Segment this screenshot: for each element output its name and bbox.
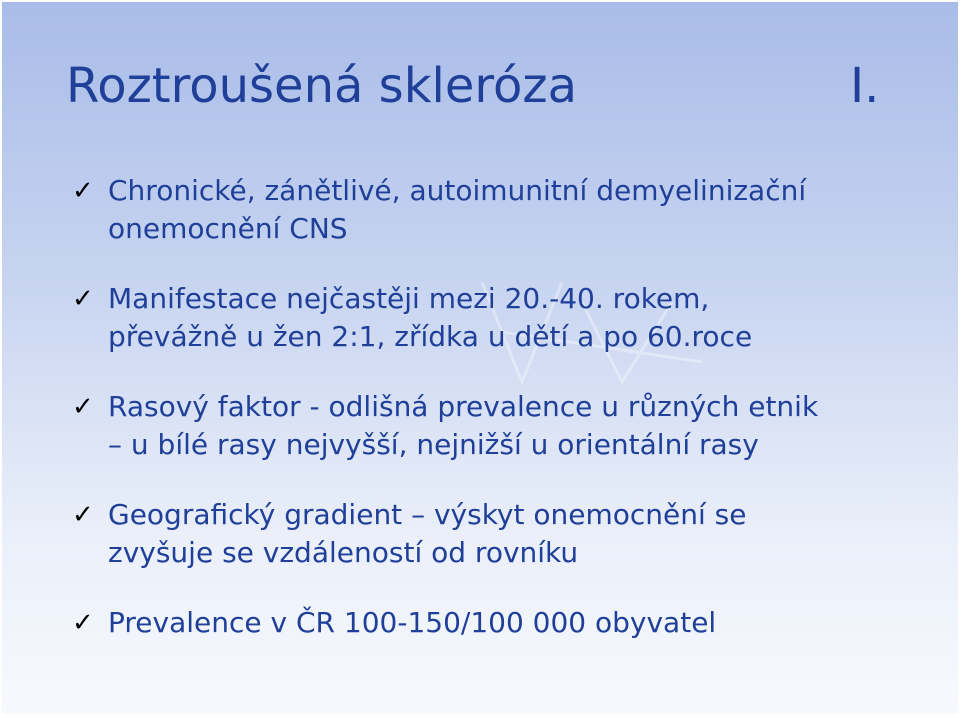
- bullet-line: Chronické, zánětlivé, autoimunitní demyelinizační: [108, 174, 807, 207]
- bullet-line: Geografický gradient – výskyt onemocnění se: [108, 498, 747, 531]
- bullet-item: [64, 388, 944, 464]
- bullet-line: převážně u žen 2:1, zřídka u dětí a po 60.roce: [108, 320, 753, 353]
- slide-title: [66, 54, 926, 124]
- checkmark-icon: ✓: [72, 608, 94, 638]
- checkmark-icon: ✓: [72, 500, 94, 530]
- bullet-item: [64, 280, 944, 356]
- bullet-list: [64, 172, 944, 642]
- bullet-item: [64, 496, 944, 572]
- bullet-item: [64, 604, 944, 642]
- bullet-line: Prevalence v ČR 100-150/100 000 obyvatel: [108, 606, 717, 639]
- bullet-item: [64, 172, 944, 248]
- slide-title-number: I.: [850, 58, 880, 114]
- checkmark-icon: ✓: [72, 284, 94, 314]
- bullet-line: – u bílé rasy nejvyšší, nejnižší u orientální rasy: [108, 428, 759, 461]
- bullet-line: Manifestace nejčastěji mezi 20.-40. rokem,: [108, 282, 710, 315]
- checkmark-icon: ✓: [72, 176, 94, 206]
- slide: [2, 2, 958, 714]
- bullet-line: zvyšuje se vzdáleností od rovníku: [108, 536, 579, 569]
- bullet-line: onemocnění CNS: [108, 212, 348, 245]
- checkmark-icon: ✓: [72, 392, 94, 422]
- bullet-line: Rasový faktor - odlišná prevalence u různých etnik: [108, 390, 819, 423]
- slide-title-text: Roztroušená skleróza: [66, 58, 578, 114]
